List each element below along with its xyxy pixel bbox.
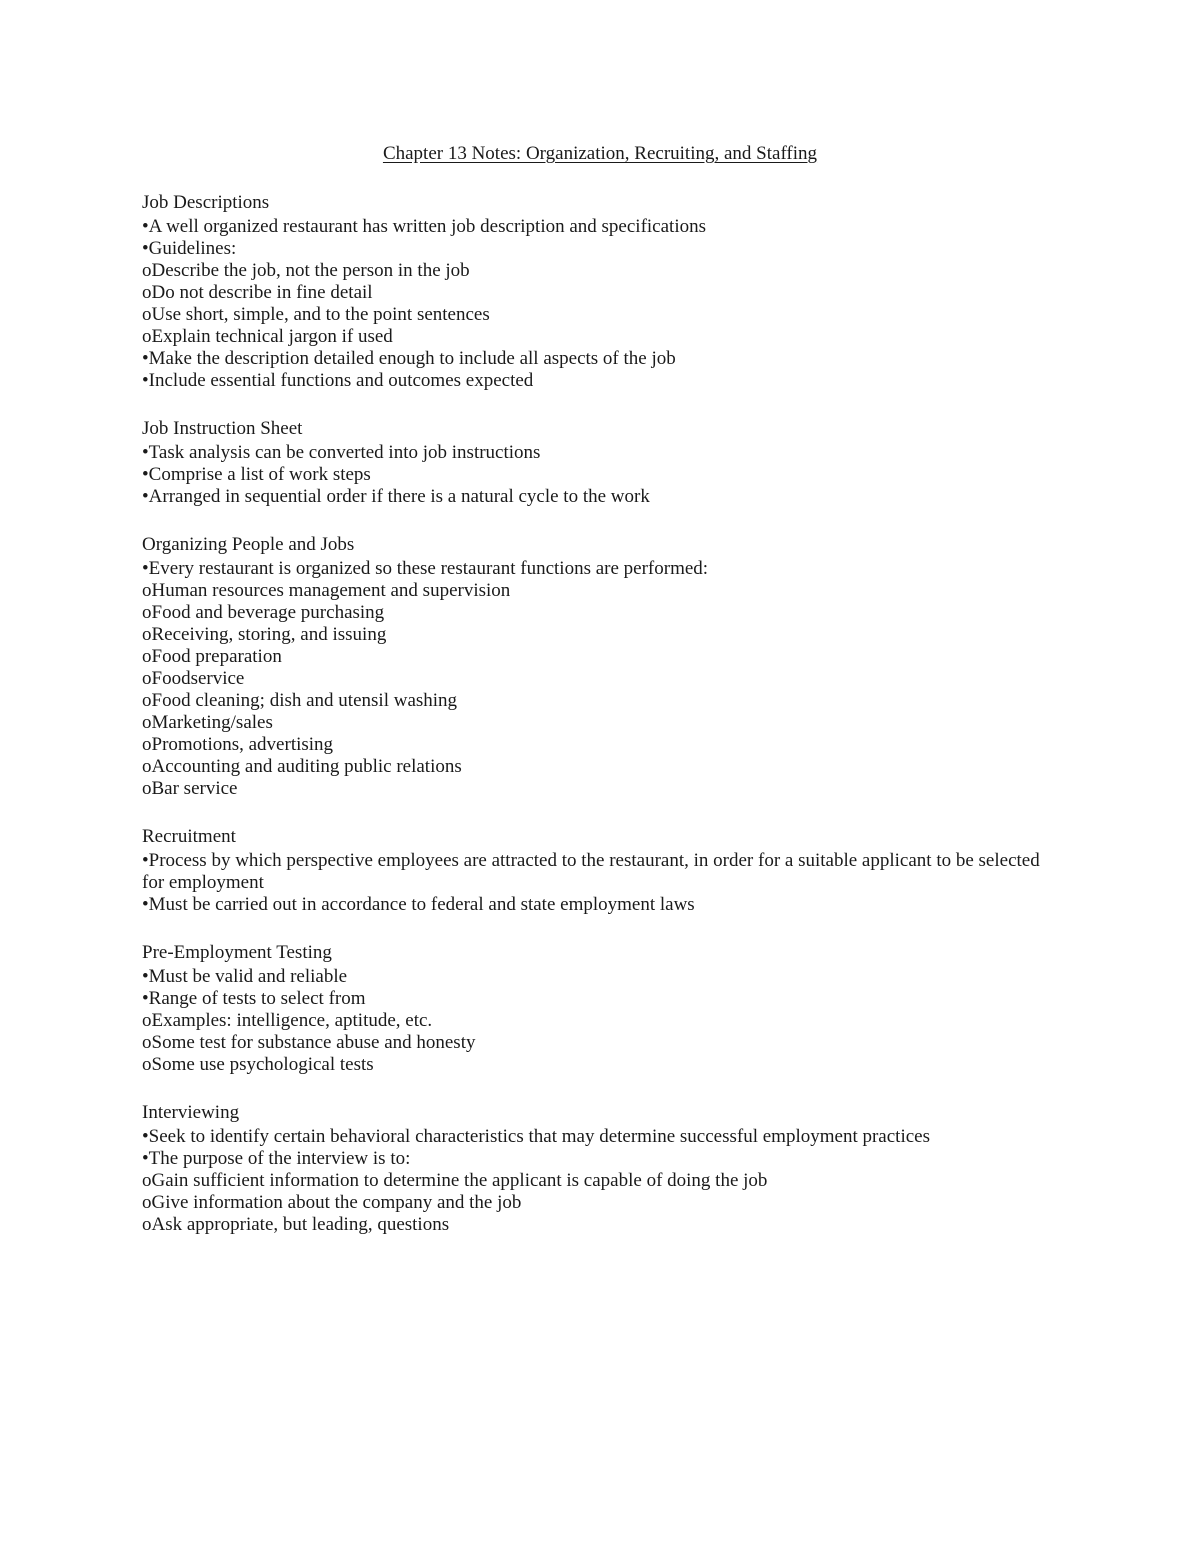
sub-list-item-text: Use short, simple, and to the point sentences <box>151 304 490 325</box>
section <box>142 1100 1058 1236</box>
sub-bullet-list <box>142 1170 1058 1236</box>
bullet-icon: • <box>142 486 149 507</box>
bullet-icon: • <box>142 464 149 485</box>
circle-bullet-icon: o <box>142 778 152 799</box>
sub-list-item <box>142 304 1058 326</box>
list-item <box>142 348 1058 370</box>
list-item-text: Make the description detailed enough to include all aspects of the job <box>148 348 676 369</box>
circle-bullet-icon: o <box>142 1032 152 1053</box>
section-heading: Organizing People and Jobs <box>142 534 355 555</box>
sub-list-item-text: Gain sufficient information to determine the applicant is capable of doing the job <box>151 1170 768 1191</box>
sub-list-item-text: Explain technical jargon if used <box>151 326 393 347</box>
sub-list-item <box>142 1032 1058 1054</box>
section-heading: Interviewing <box>142 1102 240 1123</box>
circle-bullet-icon: o <box>142 646 152 667</box>
bullet-icon: • <box>142 966 149 987</box>
list-item-text: Must be carried out in accordance to federal and state employment laws <box>148 894 695 915</box>
sub-list-item <box>142 602 1058 624</box>
sub-list-item-text: Do not describe in fine detail <box>151 282 373 303</box>
sub-list-item-text: Food and beverage purchasing <box>151 602 385 623</box>
bullet-icon: • <box>142 988 149 1009</box>
list-item <box>142 558 1058 800</box>
bullet-icon: • <box>142 442 149 463</box>
list-item <box>142 988 1058 1076</box>
section <box>142 190 1058 392</box>
bullet-list <box>142 850 1058 916</box>
list-item <box>142 464 1058 486</box>
list-item-text: Every restaurant is organized so these restaurant functions are performed: <box>148 558 709 579</box>
sub-list-item-text: Bar service <box>151 778 238 799</box>
section-heading: Job Instruction Sheet <box>142 418 303 439</box>
list-item <box>142 442 1058 464</box>
circle-bullet-icon: o <box>142 282 152 303</box>
circle-bullet-icon: o <box>142 624 152 645</box>
bullet-icon: • <box>142 238 149 259</box>
list-item-text: Guidelines: <box>148 238 237 259</box>
sub-list-item-text: Ask appropriate, but leading, questions <box>151 1214 450 1235</box>
list-item <box>142 1148 1058 1236</box>
sub-list-item-text: Human resources management and supervision <box>151 580 511 601</box>
bullet-list <box>142 966 1058 1076</box>
section <box>142 416 1058 508</box>
sub-list-item-text: Promotions, advertising <box>151 734 334 755</box>
bullet-list <box>142 216 1058 392</box>
list-item-text: Process by which perspective employees are attracted to the restaurant, in order for a suitable applicant to be selected for employment <box>142 850 1040 893</box>
sub-list-item <box>142 1010 1058 1032</box>
sub-list-item-text: Give information about the company and the job <box>151 1192 522 1213</box>
circle-bullet-icon: o <box>142 260 152 281</box>
list-item-text: Arranged in sequential order if there is a natural cycle to the work <box>148 486 650 507</box>
list-item-text: Include essential functions and outcomes expected <box>148 370 534 391</box>
circle-bullet-icon: o <box>142 1054 152 1075</box>
list-item <box>142 966 1058 988</box>
sub-list-item <box>142 668 1058 690</box>
list-item-text: A well organized restaurant has written job description and specifications <box>148 216 707 237</box>
sub-list-item <box>142 326 1058 348</box>
list-item <box>142 216 1058 238</box>
bullet-icon: • <box>142 370 149 391</box>
sub-list-item <box>142 712 1058 734</box>
list-item-text: Seek to identify certain behavioral characteristics that may determine successful employment practices <box>148 1126 930 1147</box>
section-heading: Job Descriptions <box>142 192 270 213</box>
bullet-icon: • <box>142 1148 149 1169</box>
sub-list-item <box>142 1192 1058 1214</box>
sub-bullet-list <box>142 580 1058 800</box>
circle-bullet-icon: o <box>142 668 152 689</box>
sub-list-item <box>142 580 1058 602</box>
list-item <box>142 894 1058 916</box>
section-heading: Recruitment <box>142 826 236 847</box>
circle-bullet-icon: o <box>142 580 152 601</box>
circle-bullet-icon: o <box>142 1214 152 1235</box>
sub-list-item-text: Marketing/sales <box>151 712 273 733</box>
sub-list-item-text: Receiving, storing, and issuing <box>151 624 387 645</box>
sub-list-item <box>142 1214 1058 1236</box>
document-body <box>142 190 1058 1260</box>
sub-list-item-text: Accounting and auditing public relations <box>151 756 462 777</box>
list-item-text: Must be valid and reliable <box>148 966 348 987</box>
circle-bullet-icon: o <box>142 712 152 733</box>
sub-list-item <box>142 282 1058 304</box>
list-item-text: Range of tests to select from <box>148 988 366 1009</box>
sub-list-item <box>142 690 1058 712</box>
sub-list-item <box>142 624 1058 646</box>
sub-list-item-text: Examples: intelligence, aptitude, etc. <box>151 1010 433 1031</box>
list-item <box>142 238 1058 348</box>
section <box>142 940 1058 1076</box>
sub-bullet-list <box>142 1010 1058 1076</box>
list-item <box>142 370 1058 392</box>
bullet-icon: • <box>142 1126 149 1147</box>
circle-bullet-icon: o <box>142 326 152 347</box>
circle-bullet-icon: o <box>142 690 152 711</box>
circle-bullet-icon: o <box>142 304 152 325</box>
sub-list-item <box>142 778 1058 800</box>
sub-list-item <box>142 646 1058 668</box>
bullet-icon: • <box>142 558 149 579</box>
page-title: Chapter 13 Notes: Organization, Recruiting, and Staffing <box>382 143 818 164</box>
sub-list-item-text: Describe the job, not the person in the job <box>151 260 470 281</box>
section <box>142 532 1058 800</box>
bullet-list <box>142 1126 1058 1236</box>
bullet-icon: • <box>142 894 149 915</box>
bullet-list <box>142 558 1058 800</box>
section <box>142 824 1058 916</box>
sub-list-item-text: Food preparation <box>151 646 282 667</box>
sub-list-item <box>142 260 1058 282</box>
sub-list-item-text: Food cleaning; dish and utensil washing <box>151 690 458 711</box>
bullet-icon: • <box>142 216 149 237</box>
sub-list-item <box>142 756 1058 778</box>
list-item <box>142 486 1058 508</box>
list-item-text: The purpose of the interview is to: <box>148 1148 411 1169</box>
sub-list-item <box>142 1170 1058 1192</box>
sub-list-item-text: Some use psychological tests <box>151 1054 374 1075</box>
circle-bullet-icon: o <box>142 734 152 755</box>
circle-bullet-icon: o <box>142 602 152 623</box>
list-item-text: Comprise a list of work steps <box>148 464 371 485</box>
section-heading: Pre-Employment Testing <box>142 942 332 963</box>
sub-list-item-text: Foodservice <box>151 668 245 689</box>
circle-bullet-icon: o <box>142 1170 152 1191</box>
list-item <box>142 850 1058 894</box>
bullet-icon: • <box>142 348 149 369</box>
sub-list-item-text: Some test for substance abuse and honesty <box>151 1032 476 1053</box>
sub-list-item <box>142 734 1058 756</box>
list-item <box>142 1126 1058 1148</box>
bullet-icon: • <box>142 850 149 871</box>
list-item-text: Task analysis can be converted into job instructions <box>148 442 541 463</box>
circle-bullet-icon: o <box>142 756 152 777</box>
circle-bullet-icon: o <box>142 1010 152 1031</box>
circle-bullet-icon: o <box>142 1192 152 1213</box>
sub-list-item <box>142 1054 1058 1076</box>
bullet-list <box>142 442 1058 508</box>
sub-bullet-list <box>142 260 1058 348</box>
